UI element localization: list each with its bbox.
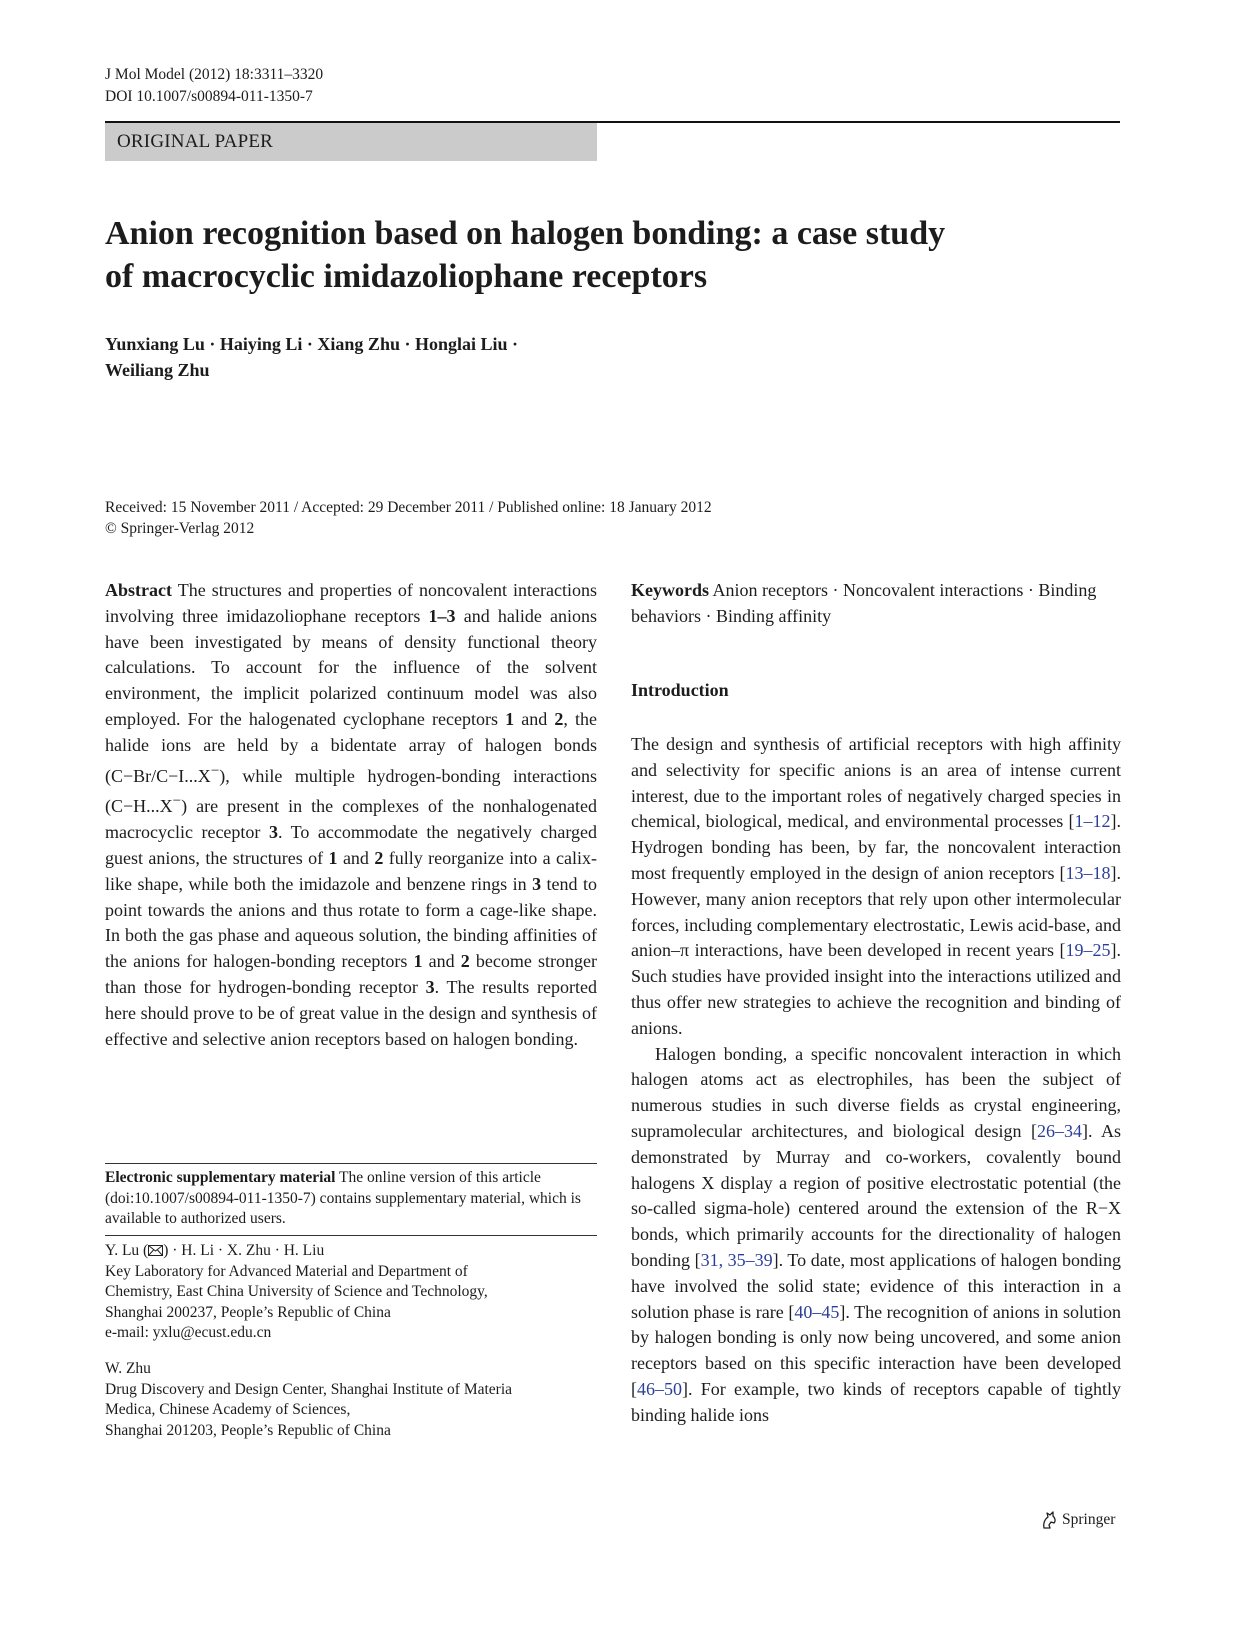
co-authors: ) · H. Li · X. Zhu · H. Liu — [163, 1242, 325, 1259]
intro-text: ]. Hydrogen bonding has been, by far, the noncovalent interaction most frequently employed in the design of anion receptors [ — [631, 811, 1121, 883]
affiliation-1-line: Key Laboratory for Advanced Material and Department of — [105, 1262, 468, 1280]
abstract-and: and — [514, 708, 555, 729]
springer-horse-icon — [1040, 1510, 1058, 1530]
receptor-ref: 2 — [460, 951, 470, 972]
publisher-name: Springer — [1062, 1511, 1116, 1528]
introduction-body — [631, 732, 1121, 1429]
abstract-text-d: ), while multiple hydrogen-bonding interactions (C−H...X — [105, 765, 597, 817]
receptor-ref: 3 — [532, 873, 542, 894]
envelope-icon — [148, 1245, 163, 1256]
publisher-logo — [1040, 1510, 1115, 1530]
journal-citation: J Mol Model (2012) 18:3311–3320 — [105, 66, 324, 83]
section-tag-bar — [105, 123, 597, 161]
abstract-heading: Abstract — [105, 580, 172, 600]
abstract-and: and — [337, 847, 375, 868]
abstract-and: and — [422, 951, 461, 972]
citation-link[interactable]: 40–45 — [794, 1301, 840, 1322]
citation-link[interactable]: 19–25 — [1065, 940, 1111, 961]
citation-link[interactable]: 26–34 — [1036, 1120, 1082, 1141]
authors-line-2: Weiliang Zhu — [105, 360, 210, 380]
intro-text: ]. However, many anion receptors that rely upon other intermolecular forces, including complementary electrostatic, Lewis acid-base, and anion–π interactions, have been developed in recent years [ — [631, 862, 1121, 961]
abstract-text-h: tend to point towards the anions and thus rotate to form a cage-like shape. In both the gas phase and aqueous solution, the binding affinities of the anions for halogen-bonding receptors — [105, 873, 597, 972]
affiliation-2-line: Medica, Chinese Academy of Sciences, — [105, 1401, 351, 1418]
journal-doi: DOI 10.1007/s00894-011-1350-7 — [105, 88, 313, 105]
affiliation-1-names — [105, 1241, 597, 1262]
affiliation-2-line: Drug Discovery and Design Center, Shanghai Institute of Materia — [105, 1380, 513, 1398]
receptor-ref: 2 — [374, 847, 384, 868]
receptor-ref: 2 — [554, 708, 564, 729]
author-email[interactable]: e-mail: yxlu@ecust.edu.cn — [105, 1324, 272, 1341]
citation-link[interactable]: 46–50 — [637, 1378, 682, 1399]
intro-text: ]. To date, most applications of halogen bonding have involved the solid state; evidence of this interaction in a solution phase is rare [ — [631, 1249, 1121, 1322]
title-line-2: of macrocyclic imidazoliophane receptors — [105, 258, 708, 295]
abstract-paragraph — [105, 578, 597, 1052]
citation-link[interactable]: 1–12 — [1074, 811, 1111, 832]
introduction-heading: Introduction — [631, 680, 729, 700]
abstract-text-i: become stronger than those for hydrogen-bonding receptor — [105, 951, 597, 997]
intro-text: Halogen bonding, a specific noncovalent interaction in which halogen atoms act as electrophiles, has been the subject of numerous studies in such diverse fields as crystal engineering, supramolecular architectures, and biological design [ — [631, 1043, 1121, 1141]
affiliation-rule — [105, 1235, 597, 1236]
keywords-text: Anion receptors · Noncovalent interactions · Binding behaviors · Binding affinity — [631, 580, 1097, 626]
esm-heading: Electronic supplementary material — [105, 1169, 336, 1186]
receptor-ref: 1 — [505, 708, 515, 729]
affiliation-2 — [105, 1359, 597, 1441]
section-tag: ORIGINAL PAPER — [117, 131, 274, 152]
intro-text: ]. The recognition of anions in solution by halogen bonding is only now being uncovered, and some anion receptors based on this specific interaction have been developed [ — [631, 1301, 1121, 1399]
intro-text: The design and synthesis of artificial receptors with high affinity and selectivity for specific anions is an area of intense current interest, due to the important roles of negatively charged species in chemical, biological, medical, and environmental processes [ — [631, 734, 1121, 832]
intro-text: ]. Such studies have provided insight into the interactions utilized and thus offer new strategies to achieve the recognition and binding of anions. — [631, 940, 1121, 1038]
affiliation-1-line: Chemistry, East China University of Science and Technology, — [105, 1283, 488, 1300]
citation-link[interactable]: 13–18 — [1065, 862, 1111, 883]
citation-link[interactable]: 31, 35–39 — [700, 1249, 773, 1270]
footnote-rule — [105, 1163, 597, 1164]
keywords-paragraph — [631, 578, 1121, 630]
corresponding-author: Y. Lu ( — [105, 1242, 149, 1259]
intro-text: ]. As demonstrated by Murray and co-workers, covalently bound halogens X display a region of positive electrostatic potential (the so-called sigma-hole) centered around the extension of the R−X bonds, which primarily accounts for the directionality of halogen bonding [ — [631, 1120, 1121, 1270]
abstract-text-j: . The results reported here should prove to be of great value in the design and synthesis of effective and selective anion receptors based on halogen bonding. — [105, 976, 597, 1049]
receptor-ref: 1 — [413, 951, 423, 972]
keywords-block — [631, 578, 1121, 630]
affiliation-2-name: W. Zhu — [105, 1360, 151, 1377]
esm-note — [105, 1168, 597, 1230]
author-list — [105, 331, 665, 383]
abstract-text-g: fully reorganize into a calix-like shape, while both the imidazole and benzene rings in — [105, 847, 598, 894]
receptor-ref: 3 — [268, 822, 278, 843]
anion-charge: − — [172, 793, 182, 810]
abstract-text-c: , the halide ions are held by a bidentate array of halogen bonds (C−Br/C−I...X — [105, 708, 597, 786]
esm-text: The online version of this article (doi:10.1007/s00894-011-1350-7) contains supplementary material, which is available to authorized users. — [105, 1169, 581, 1227]
anion-charge: − — [210, 762, 220, 779]
copyright-line: © Springer-Verlag 2012 — [105, 520, 255, 537]
abstract-text-b: and halide anions have been investigated by means of density functional theory calculations. To account for the influence of the solvent environment, the implicit polarized continuum model was also employed. For the halogenated cyclophane receptors — [105, 605, 597, 729]
abstract-text-a: The structures and properties of noncovalent interactions involving three imidazoliophane receptors — [105, 580, 597, 626]
keywords-heading: Keywords — [631, 580, 709, 600]
paper-title — [105, 212, 1105, 298]
intro-paragraph-1 — [631, 732, 1121, 1042]
abstract-text-f: . To accommodate the negatively charged guest anions, the structures of — [105, 822, 597, 868]
publication-dates — [105, 497, 712, 539]
receptor-ref: 1–3 — [428, 605, 456, 626]
receptor-ref: 3 — [425, 976, 435, 997]
abstract-text-e: ) are present in the complexes of the nonhalogenated macrocyclic receptor — [105, 796, 597, 843]
receptor-ref: 1 — [328, 847, 338, 868]
journal-citation-block — [105, 64, 323, 108]
affiliation-1-line: Shanghai 200237, People’s Republic of China — [105, 1303, 391, 1321]
title-line-1: Anion recognition based on halogen bonding: a case study — [105, 215, 946, 252]
affiliation-1 — [105, 1241, 597, 1344]
intro-paragraph-2 — [631, 1042, 1121, 1429]
intro-text: ]. For example, two kinds of receptors capable of tightly binding halide ions — [631, 1378, 1121, 1425]
authors-line-1: Yunxiang Lu · Haiying Li · Xiang Zhu · Honglai Liu · — [105, 334, 518, 354]
abstract-column — [105, 578, 597, 1052]
dates-line: Received: 15 November 2011 / Accepted: 29 December 2011 / Published online: 18 January 2012 — [105, 499, 712, 516]
affiliation-2-line: Shanghai 201203, People’s Republic of China — [105, 1421, 391, 1439]
